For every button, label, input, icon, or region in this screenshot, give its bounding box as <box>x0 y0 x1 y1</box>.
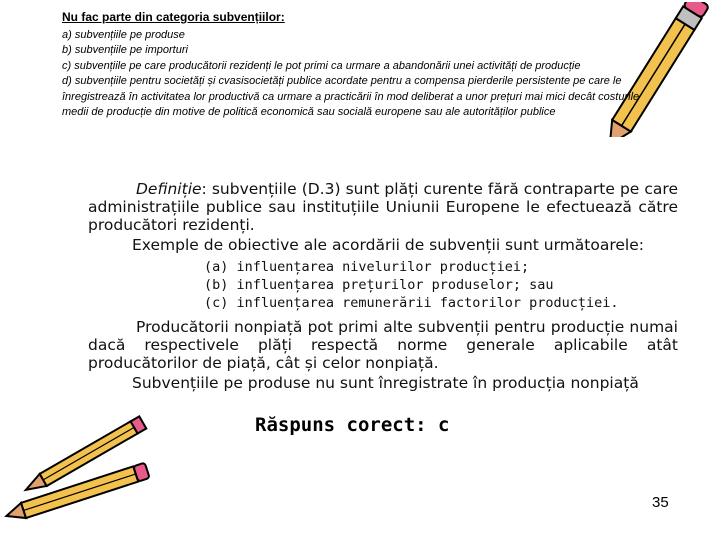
examples-intro: Exemple de obiective ale acordării de subvenții sunt următoarele: <box>132 236 644 254</box>
definition-paragraph <box>88 180 678 234</box>
example-item: (c) influențarea remunerării factorilor producției. <box>204 295 619 311</box>
example-item: (a) influențarea nivelurilor producției; <box>204 259 530 275</box>
explanation-body <box>88 180 678 392</box>
example-item: (b) influențarea prețurilor produselor; sau <box>204 277 554 293</box>
pencil-icon <box>0 440 160 540</box>
question-title: Nu fac parte din categoria subvențiilor: <box>62 10 285 24</box>
question-block <box>62 10 662 121</box>
examples-list <box>88 258 678 312</box>
question-option-d: d) subvențiile pentru societăți și cvasisocietăți publice acordate pentru a compensa pierderile persistente pe care le înregistrează în activitatea lor productivă ca urmare a practicării în mod deliberat a unor prețuri mai mici decât costurile medii de producție din motive de politică economică sau socială europene sau ale autorităților publice <box>62 75 640 118</box>
nonmarket-paragraph <box>88 318 678 372</box>
question-option-b: b) subvențiile pe importuri <box>62 44 188 56</box>
product-subsidies-paragraph: Subvențiile pe produse nu sunt înregistrate în producția nonpiață <box>132 374 639 392</box>
question-option-a: a) subvențiile pe produse <box>62 28 185 41</box>
page-number: 35 <box>652 494 669 511</box>
correct-answer: Răspuns corect: c <box>255 414 450 436</box>
nonmarket-text: Producătorii nonpiață pot primi alte subvenții pentru producție numai dacă respectivele plăți respectă norme generale aplicabile atât producătorilor de piață, cât și celor nonpiață. <box>88 318 678 372</box>
definition-label: Definiție <box>136 180 202 198</box>
definition-text: : subvențiile (D.3) sunt plăți curente fără contraparte pe care administrațiile publice sau instituțiile Uniunii Europene le efectuează către producători rezidenți. <box>88 180 678 234</box>
question-option-c: c) subvențiile pe care producătorii rezidenți le pot primi ca urmare a abandonării unei activități de producție <box>62 59 581 72</box>
